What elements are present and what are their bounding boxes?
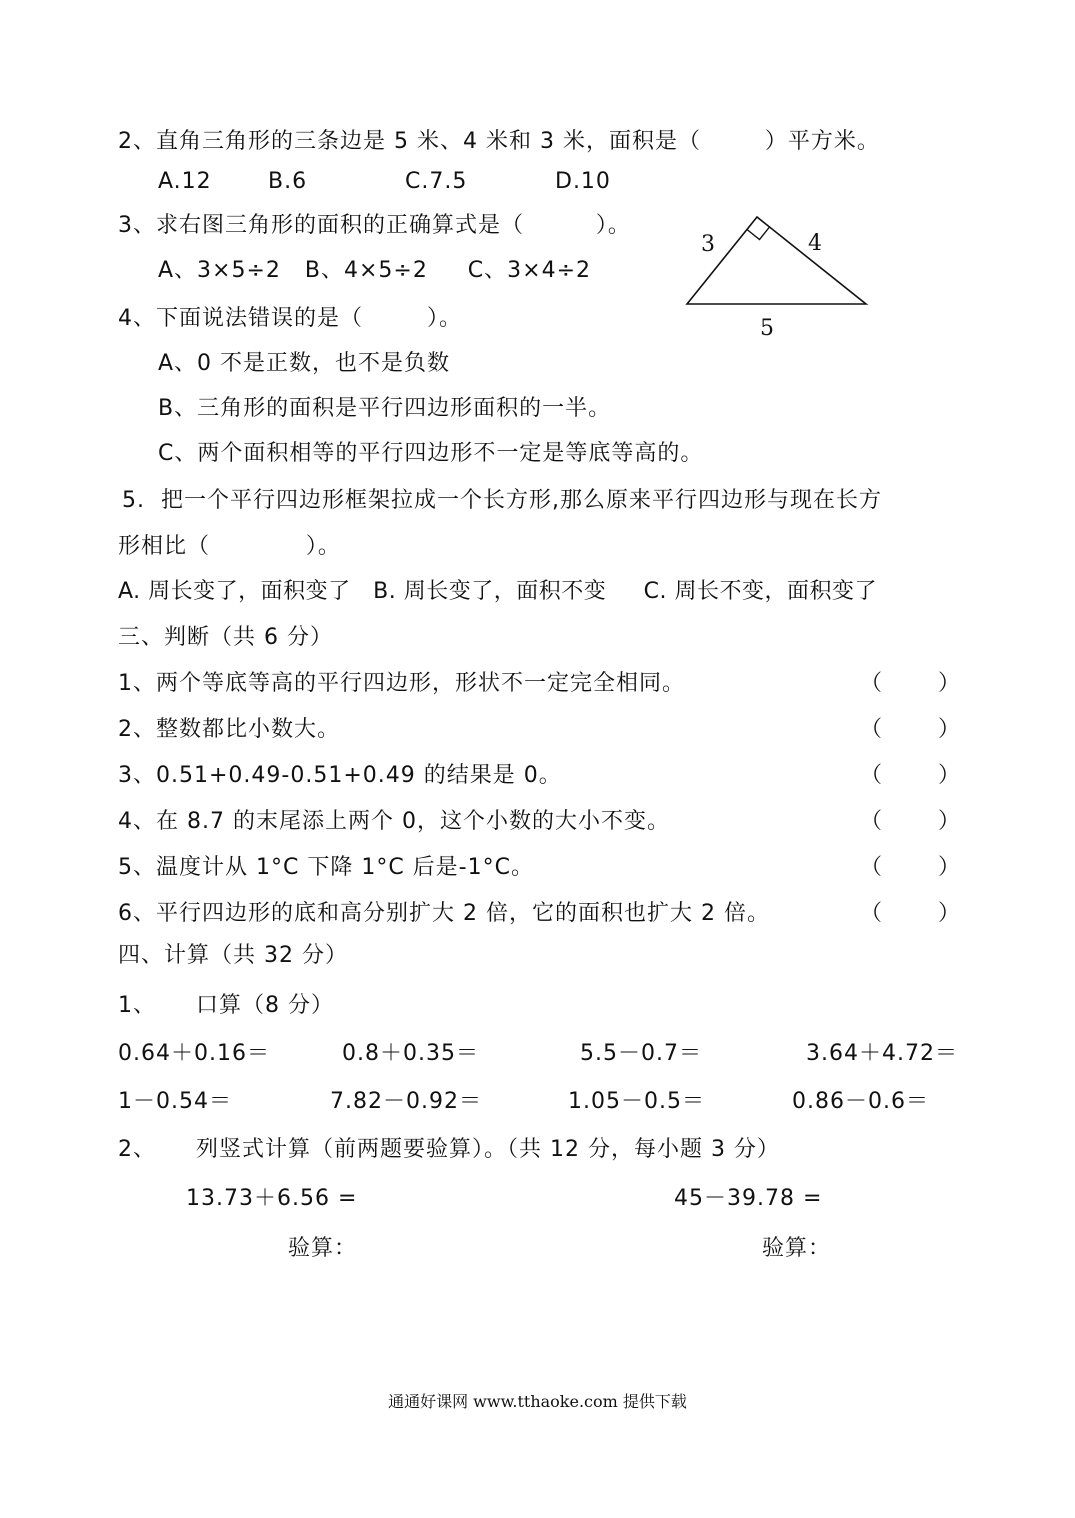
triangle-figure [675, 205, 895, 355]
q4-text: 4、下面说法错误的是（ ）。 [118, 306, 462, 331]
oral-calc-2: 0.8＋0.35＝ [342, 1041, 479, 1066]
judge-item-5: 5、温度计从 1°C 下降 1°C 后是-1°C。 [118, 855, 534, 880]
judge-answer-3[interactable]: （ ） [860, 763, 960, 788]
q2-option-d: D.10 [555, 169, 611, 194]
q2-text: 2、直角三角形的三条边是 5 米、4 米和 3 米，面积是（ ）平方米。 [118, 129, 880, 154]
oral-calc-8: 0.86－0.6＝ [792, 1089, 929, 1114]
oral-calc-3: 5.5－0.7＝ [580, 1041, 702, 1066]
q5-text-line2: 形相比（ ）。 [118, 534, 341, 559]
q3-text: 3、求右图三角形的面积的正确算式是（ ）。 [118, 213, 631, 238]
vertical-calc-2: 45－39.78 = [674, 1186, 823, 1211]
check-label-right: 验算： [762, 1236, 832, 1261]
triangle-side-right-label: 4 [808, 231, 822, 256]
judge-answer-4[interactable]: （ ） [860, 809, 960, 834]
judge-item-4: 4、在 8.7 的末尾添上两个 0，这个小数的大小不变。 [118, 809, 670, 834]
q5-text-line1: 5. 把一个平行四边形框架拉成一个长方形,那么原来平行四边形与现在长方 [122, 488, 882, 513]
judge-item-1: 1、两个等底等高的平行四边形，形状不一定完全相同。 [118, 671, 685, 696]
judge-answer-5[interactable]: （ ） [860, 855, 960, 880]
q4-option-c: C、两个面积相等的平行四边形不一定是等底等高的。 [158, 441, 704, 466]
q2-option-a: A.12 [158, 169, 212, 194]
vertical-calc-1: 13.73＋6.56 = [186, 1186, 358, 1211]
judge-item-3: 3、0.51+0.49-0.51+0.49 的结果是 0。 [118, 763, 562, 788]
triangle-side-left-label: 3 [701, 232, 715, 257]
section3-title: 三、判断（共 6 分） [118, 625, 333, 650]
page-footer: 通通好课网 www.tthaoke.com 提供下载 [388, 1392, 687, 1411]
triangle-shape [687, 217, 866, 304]
judge-answer-6[interactable]: （ ） [860, 901, 960, 926]
oral-calc-1: 0.64＋0.16＝ [118, 1041, 270, 1066]
q2-option-c: C.7.5 [405, 169, 468, 194]
check-label-left: 验算： [288, 1236, 358, 1261]
q5-options: A. 周长变了，面积变了 B. 周长变了，面积不变 C. 周长不变，面积变了 [118, 579, 878, 604]
q2-option-b: B.6 [268, 169, 308, 194]
section4-title: 四、计算（共 32 分） [118, 943, 348, 968]
q4-option-a: A、0 不是正数，也不是负数 [158, 351, 451, 376]
right-angle-mark [747, 227, 770, 240]
oral-calc-7: 1.05－0.5＝ [568, 1089, 705, 1114]
q3-options: A、3×5÷2 B、4×5÷2 C、3×4÷2 [158, 258, 592, 283]
q4-option-b: B、三角形的面积是平行四边形面积的一半。 [158, 396, 612, 421]
judge-answer-2[interactable]: （ ） [860, 717, 960, 742]
oral-calc-6: 7.82－0.92＝ [330, 1089, 482, 1114]
judge-answer-1[interactable]: （ ） [860, 671, 960, 696]
oral-calc-4: 3.64＋4.72＝ [806, 1041, 958, 1066]
judge-item-6: 6、平行四边形的底和高分别扩大 2 倍，它的面积也扩大 2 倍。 [118, 901, 770, 926]
triangle-side-base-label: 5 [760, 316, 774, 341]
oral-calc-5: 1－0.54＝ [118, 1089, 232, 1114]
oral-calc-heading: 1、 口算（8 分） [118, 993, 334, 1018]
judge-item-2: 2、整数都比小数大。 [118, 717, 340, 742]
vertical-calc-heading: 2、 列竖式计算（前两题要验算）。（共 12 分，每小题 3 分） [118, 1137, 780, 1162]
